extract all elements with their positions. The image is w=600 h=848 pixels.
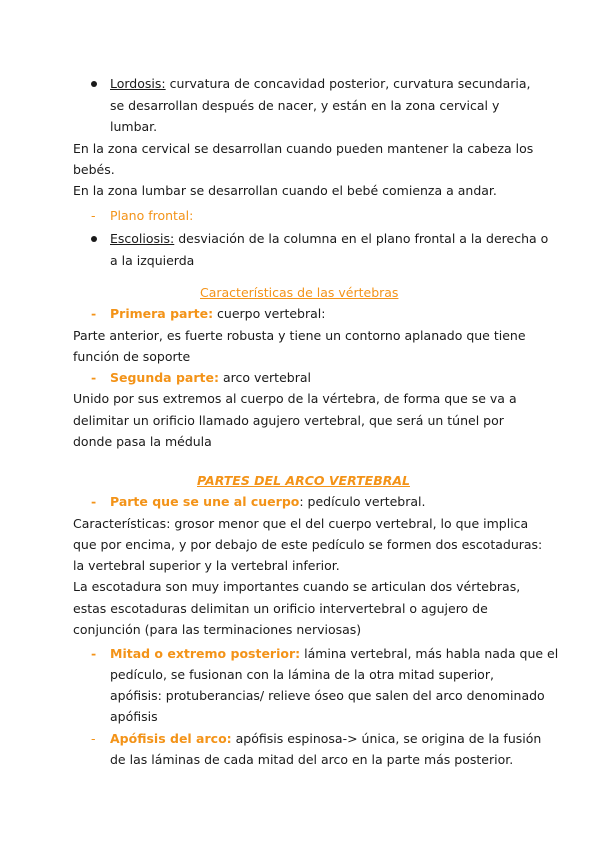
segunda-desc-line-2: delimitar un orificio llamado agujero vertebral, que será un túnel por (73, 413, 504, 428)
mitad-line-4: apófisis (110, 709, 158, 724)
parte-une-line (110, 494, 425, 510)
lordosis-text: curvatura de concavidad posterior, curvatura secundaria, (165, 76, 531, 91)
bullet-icon (91, 236, 97, 242)
mitad-line-3: apófisis: protuberancias/ relieve óseo que salen del arco denominado (110, 688, 545, 703)
apofisis-text: apófisis espinosa-> única, se origina de la fusión (231, 731, 542, 746)
segunda-desc-line-3: donde pasa la médula (73, 434, 212, 449)
caract-desc-line-2: que por encima, y por debajo de este pedículo se formen dos escotaduras: (73, 537, 543, 552)
apofisis-label: Apófisis del arco: (110, 731, 232, 746)
bullet-icon (91, 81, 97, 87)
escotadura-desc-line-3: conjunción (para las terminaciones nerviosas) (73, 622, 362, 637)
cervical-line-2: bebés. (73, 162, 115, 177)
escotadura-desc-line-1: La escotadura son muy importantes cuando se articulan dos vértebras, (73, 579, 521, 594)
dash-icon: - (91, 370, 97, 385)
parte-une-value: : pedículo vertebral. (299, 494, 426, 509)
caract-desc-line-1: Características: grosor menor que el del cuerpo vertebral, lo que implica (73, 516, 529, 531)
segunda-value: arco vertebral (218, 370, 311, 385)
dash-icon: - (91, 306, 97, 321)
lordosis-line-2: se desarrollan después de nacer, y están en la zona cervical y (110, 98, 500, 113)
mitad-line-1 (110, 646, 558, 662)
dash-icon: - (91, 208, 96, 223)
escoliosis-line-1 (110, 231, 548, 247)
lordosis-line-3: lumbar. (110, 119, 158, 134)
lordosis-line-1 (110, 76, 531, 92)
primera-line (110, 306, 325, 322)
segunda-line (110, 370, 311, 386)
dash-icon: - (91, 646, 97, 661)
escoliosis-term: Escoliosis: (110, 231, 175, 246)
mitad-label: Mitad o extremo posterior: (110, 646, 301, 661)
segunda-desc-line-1: Unido por sus extremos al cuerpo de la vértebra, de forma que se va a (73, 391, 517, 406)
mitad-line-2: pedículo, se fusionan con la lámina de la otra mitad superior, (110, 667, 494, 682)
heading-caracteristicas: Características de las vértebras (200, 285, 399, 300)
caract-desc-line-3: la vertebral superior y la vertebral inferior. (73, 558, 340, 573)
primera-desc-line-2: función de soporte (73, 349, 191, 364)
primera-desc-line-1: Parte anterior, es fuerte robusta y tiene un contorno aplanado que tiene (73, 328, 526, 343)
escoliosis-line-2: a la izquierda (110, 253, 195, 268)
heading-partes: PARTES DEL ARCO VERTEBRAL (197, 473, 410, 488)
apofisis-line-1 (110, 731, 541, 747)
dash-icon: - (91, 494, 97, 509)
primera-value: cuerpo vertebral: (213, 306, 326, 321)
dash-icon: - (91, 731, 96, 746)
apofisis-line-2: de las láminas de cada mitad del arco en la parte más posterior. (110, 752, 514, 767)
lumbar-line-1: En la zona lumbar se desarrollan cuando el bebé comienza a andar. (73, 183, 497, 198)
escotadura-desc-line-2: estas escotaduras delimitan un orificio intervertebral o agujero de (73, 601, 488, 616)
parte-une-label: Parte que se une al cuerpo (110, 494, 300, 509)
escoliosis-text: desviación de la columna en el plano frontal a la derecha o (174, 231, 549, 246)
plano-frontal-label: Plano frontal: (110, 208, 194, 223)
segunda-label: Segunda parte: (110, 370, 219, 385)
lordosis-term: Lordosis: (110, 76, 166, 91)
primera-label: Primera parte: (110, 306, 214, 321)
mitad-text: lámina vertebral, más habla nada que el (300, 646, 559, 661)
cervical-line-1: En la zona cervical se desarrollan cuando pueden mantener la cabeza los (73, 141, 534, 156)
